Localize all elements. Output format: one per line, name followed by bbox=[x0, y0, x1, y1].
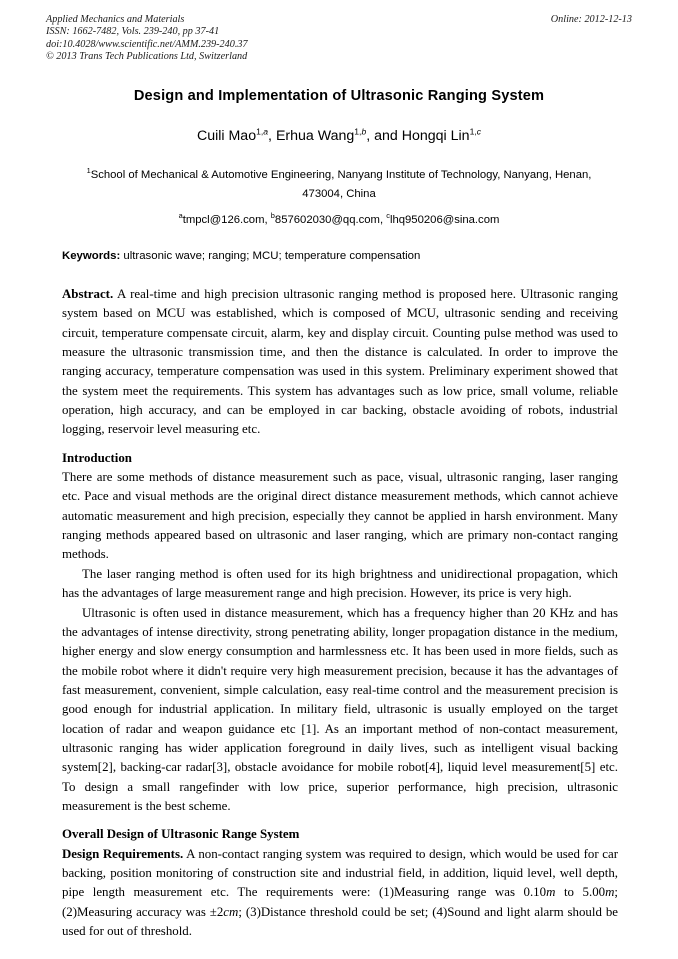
journal-header-row-1 bbox=[46, 14, 632, 26]
email-address[interactable]: tmpcl@126.com bbox=[182, 214, 265, 226]
section-heading-overall-design: Overall Design of Ultrasonic Range System bbox=[62, 827, 300, 842]
email-separator: , bbox=[379, 214, 387, 226]
email-marker: c bbox=[386, 211, 390, 221]
abstract-label: Abstract. bbox=[62, 287, 114, 301]
author-name: Hongqi Lin bbox=[401, 128, 470, 144]
affiliation-text: School of Mechanical & Automotive Engineering, Nanyang Institute of Technology, Nanyang, Henan, 473004, China bbox=[90, 169, 592, 200]
section-heading-introduction: Introduction bbox=[62, 450, 132, 465]
author-entry bbox=[276, 128, 402, 144]
abstract-text: A real-time and high precision ultrasonic ranging method is proposed here. Ultrasonic ranging system based on MCU was established, which is composed of MCU, ultrasonic sending and receiving circuit, temperature compensate circuit, alarm, key and display circuit. Counting pulse method was used to measure the ultrasonic transmission time, and then the distance is calculated. In order to improve the ranging accuracy, temperature compensation was used in this system. Preliminary experiment showed that the system meet the requirements. This system has advantages such as low price, small volume, reliable operation, high accuracy, and can be employed in car backing, obstacle avoiding of robots, industrial logging, reservoir level measuring etc. bbox=[62, 287, 618, 437]
journal-copyright-line: © 2013 Trans Tech Publications Ltd, Switzerland bbox=[46, 51, 248, 63]
email-entry bbox=[386, 211, 500, 226]
keywords-label: Keywords: bbox=[62, 250, 121, 262]
email-entry bbox=[178, 211, 271, 226]
online-date: Online: 2012-12-13 bbox=[550, 14, 632, 25]
spacer bbox=[62, 816, 618, 825]
journal-name: Applied Mechanics and Materials bbox=[46, 14, 185, 25]
page-title: Design and Implementation of Ultrasonic Ranging System bbox=[133, 88, 545, 104]
introduction-paragraph-1: There are some methods of distance measurement such as pace, visual, ultrasonic ranging, laser ranging etc. Pace and visual methods are the original direct distance measurement methods, which cannot achieve automatic measurement and high precision, especially they cannot be applied in harsh environment. Many ranging methods appeared based on ultrasonic and laser ranging, which are primary non-contact ranging methods. bbox=[62, 470, 618, 562]
author-affiliation-marker: 1,b bbox=[354, 126, 367, 137]
keywords-line bbox=[62, 250, 618, 262]
design-requirements-paragraph bbox=[62, 845, 618, 942]
unit-meter-min: m bbox=[546, 885, 556, 900]
email-address[interactable]: lhq950206@sina.com bbox=[389, 214, 500, 226]
journal-header bbox=[46, 14, 632, 64]
author-separator: , bbox=[268, 128, 276, 144]
design-requirements-label: Design Requirements. bbox=[62, 846, 184, 861]
design-requirements-text-4: ; (3)Distance threshold could be set; (4)Sound and light alarm should be used for out of threshold. bbox=[62, 904, 618, 938]
journal-issn-line: ISSN: 1662-7482, Vols. 239-240, pp 37-41 bbox=[46, 26, 220, 38]
article-body bbox=[62, 285, 618, 941]
author-entry bbox=[402, 128, 481, 144]
abstract-paragraph bbox=[62, 285, 618, 440]
unit-centimeter: cm bbox=[223, 904, 239, 919]
email-address[interactable]: 857602030@qq.com bbox=[274, 214, 380, 226]
keywords-value: ultrasonic wave; ranging; MCU; temperature compensation bbox=[120, 250, 421, 262]
unit-meter-max: m bbox=[605, 885, 615, 900]
email-marker: a bbox=[178, 211, 183, 221]
author-separator: , and bbox=[366, 128, 402, 144]
author-name: Erhua Wang bbox=[275, 128, 355, 144]
design-requirements-text-1: A non-contact ranging system was required to design, which would be used for car backing, position monitoring of construction site and industrial field, in addition, liquid level, well depth, pipe length measurement etc. The requirements were: (1)Measuring range was 0.10 bbox=[62, 846, 618, 900]
journal-doi-line: doi:10.4028/www.scientific.net/AMM.239-240.37 bbox=[46, 38, 248, 50]
affiliation bbox=[72, 166, 606, 204]
author-emails bbox=[46, 211, 632, 226]
author-list bbox=[46, 128, 632, 144]
author-name: Cuili Mao bbox=[196, 128, 257, 144]
author-affiliation-marker: 1,c bbox=[469, 126, 482, 137]
email-separator: , bbox=[264, 214, 271, 226]
email-marker: b bbox=[270, 211, 275, 221]
introduction-paragraph-3: Ultrasonic is often used in distance measurement, which has a frequency higher than 20 KHz and has the advantages of intense directivity, strong penetrating ability, longer propagation distance in the medium, higher energy and slow energy consumption and harmlessness etc. It has been used in more fields, such as the mobile robot where it didn't require very high measurement precision, because it has the advantages of fast measurement, convenient, simple calculation, easy real-time control and the measurement precision is good enough for industrial application. In military field, ultrasonic is usually employed on the target location of radar and weapon guidance etc [1]. As an important method of non-contact measurement, ultrasonic ranging has wider application foreground in daily lives, such as intelligent visual backing system[2], backing-car radar[3], obstacle avoidance for mobile robot[4], liquid level measurement[5] etc. To design a small rangefinder with low price, superior performance, high precision, ultrasonic measurement is the best scheme. bbox=[62, 605, 618, 813]
affiliation-marker: 1 bbox=[86, 166, 91, 176]
email-entry bbox=[270, 211, 387, 226]
author-entry bbox=[197, 128, 276, 144]
design-requirements-text-2: to 5.00 bbox=[555, 885, 606, 900]
spacer bbox=[62, 440, 618, 449]
design-requirements-text-3: ; (2)Measuring accuracy was ±2 bbox=[62, 885, 618, 919]
author-affiliation-marker: 1,a bbox=[256, 126, 269, 137]
introduction-paragraph-2: The laser ranging method is often used for its high brightness and unidirectional propagation, which has the advantages of large measurement range and high precision. However, its price is very high. bbox=[62, 566, 618, 601]
